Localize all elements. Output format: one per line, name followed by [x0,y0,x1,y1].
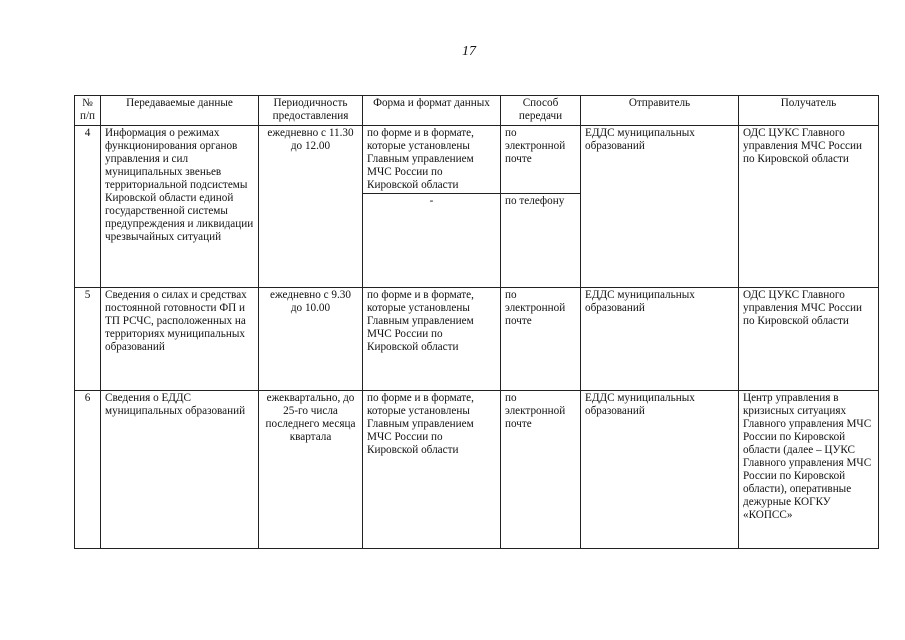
row-method: по электронной почте [501,391,581,549]
header-method: Способ передачи [501,96,581,126]
row-sender: ЕДДС муниципальных образований [581,126,739,288]
header-recipient: Получатель [739,96,879,126]
row-form: по форме и в формате, которые установлены Главным управлением МЧС России по Кировской области [363,126,501,194]
header-sender: Отправитель [581,96,739,126]
row-method-alt: по телефону [501,194,581,288]
header-num: № п/п [75,96,101,126]
header-form: Форма и формат данных [363,96,501,126]
table-row [75,288,879,391]
row-method: по электронной почте [501,126,581,194]
row-num: 6 [75,391,101,549]
row-method: по электронной почте [501,288,581,391]
row-period: ежедневно с 11.30 до 12.00 [259,126,363,288]
row-recipient: ОДС ЦУКС Главного управления МЧС России по Кировской области [739,126,879,288]
row-recipient: Центр управления в кризисных ситуациях Главного управления МЧС России по Кировской области (далее – ЦУКС Главного управления МЧС России по Кировской области), оперативные дежурные КОГКУ «КОПСС» [739,391,879,549]
row-sender: ЕДДС муниципальных образований [581,391,739,549]
row-data: Сведения о силах и средствах постоянной готовности ФП и ТП РСЧС, расположенных на территориях муниципальных образований [101,288,259,391]
table-row [75,391,879,549]
header-period: Периодичность предоставления [259,96,363,126]
row-data: Информация о режимах функционирования органов управления и сил муниципальных звеньев территориальной подсистемы Кировской области единой государственной системы предупреждения и ликвидации чрезвычайных ситуаций [101,126,259,288]
row-period: ежеквартально, до 25-го числа последнего месяца квартала [259,391,363,549]
row-sender: ЕДДС муниципальных образований [581,288,739,391]
row-form: по форме и в формате, которые установлены Главным управлением МЧС России по Кировской области [363,288,501,391]
row-form: по форме и в формате, которые установлены Главным управлением МЧС России по Кировской области [363,391,501,549]
row-form-alt: - [363,194,501,288]
header-data: Передаваемые данные [101,96,259,126]
table-row [75,126,879,194]
page-number: 17 [462,44,476,59]
row-num: 5 [75,288,101,391]
row-period: ежедневно с 9.30 до 10.00 [259,288,363,391]
row-recipient: ОДС ЦУКС Главного управления МЧС России по Кировской области [739,288,879,391]
row-num: 4 [75,126,101,288]
data-transfer-table [74,95,879,549]
row-data: Сведения о ЕДДС муниципальных образований [101,391,259,549]
header-row [75,96,879,126]
